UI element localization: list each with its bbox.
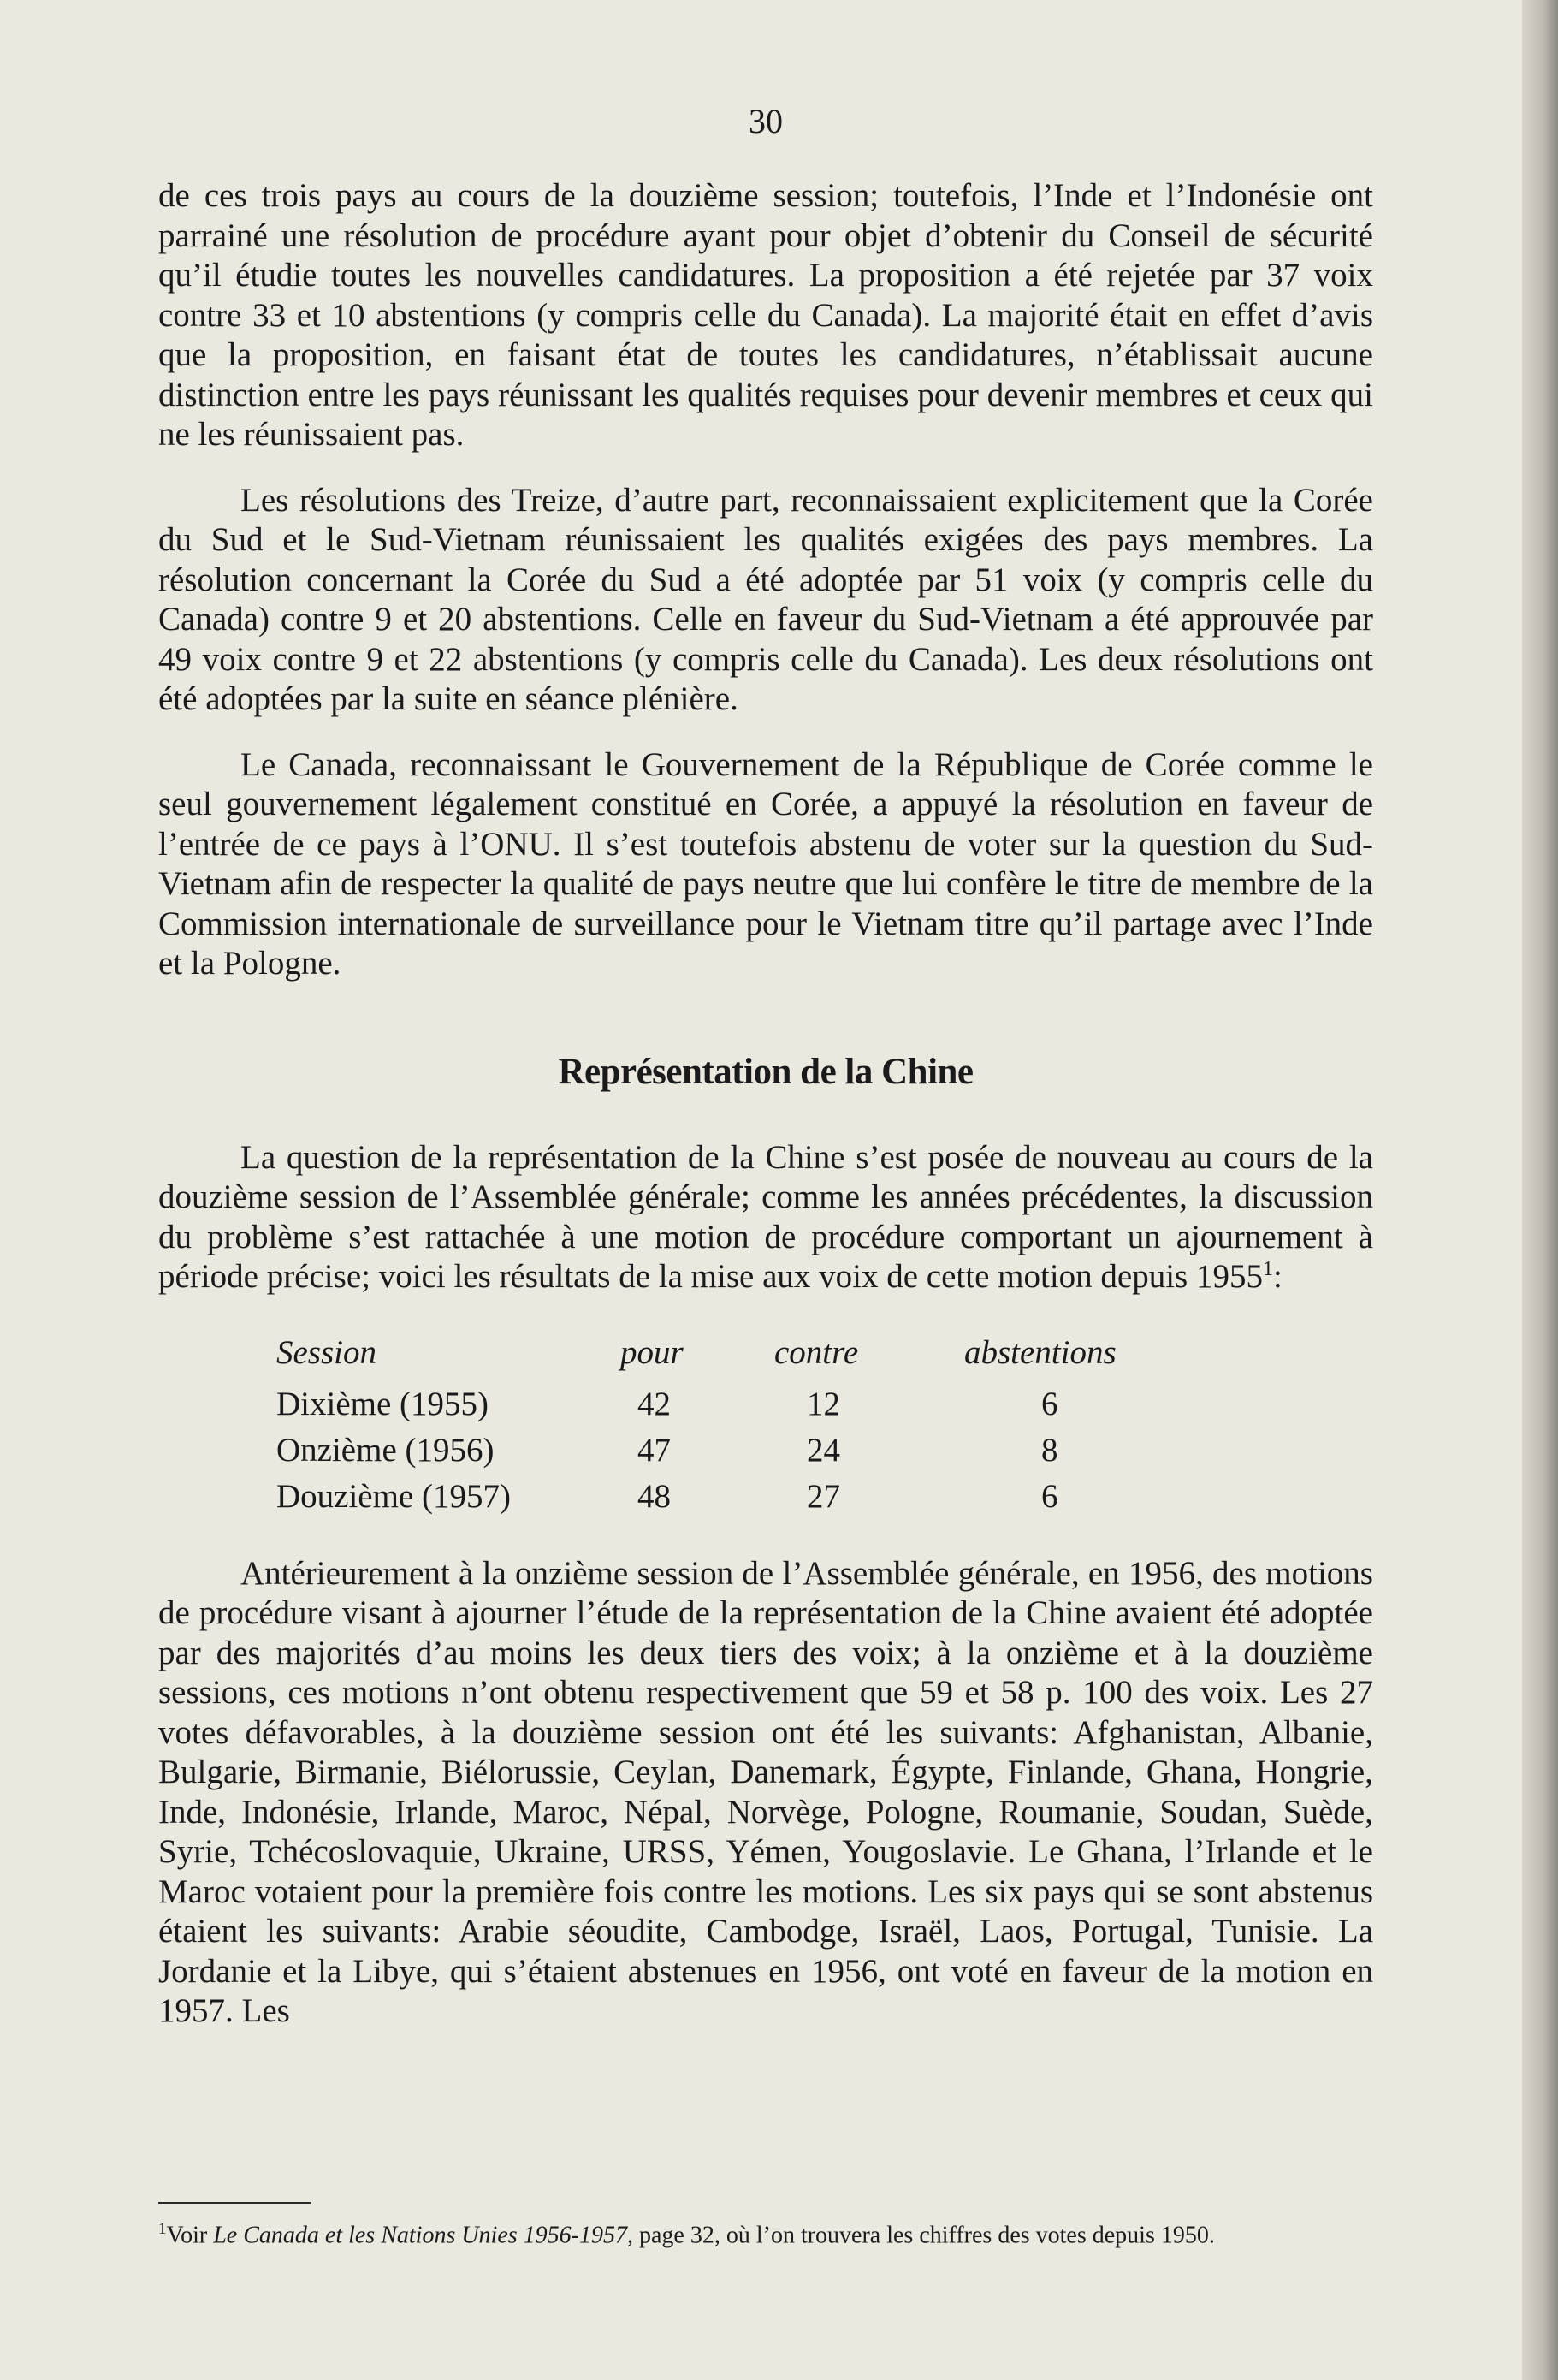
page-body bbox=[158, 176, 1373, 2032]
table-row bbox=[276, 1427, 1152, 1474]
cell-pour: 48 bbox=[637, 1477, 671, 1515]
cell-abstentions: 6 bbox=[1041, 1385, 1058, 1422]
paragraph-canada-coree: Le Canada, reconnaissant le Gouvernement de la République de Corée comme le seul gouvernement légalement constitué en Corée, a appuyé la résolution en faveur de l’entrée de ce pays à l’ONU. Il s’est toutefois abstenu de voter sur la question du Sud-Vietnam afin de respecter la qualité de pays neutre que lui confère le titre de membre de la Commission internationale de surveillance pour le Vietnam titre qu’il partage avec l’Inde et la Pologne. bbox=[158, 745, 1373, 982]
cell-session: Douzième (1957) bbox=[276, 1477, 511, 1515]
paragraph-intro-chine bbox=[158, 1138, 1373, 1297]
cell-session: Onzième (1956) bbox=[276, 1431, 495, 1469]
footnote-title: Le Canada et les Nations Unies 1956-1957 bbox=[213, 2222, 627, 2249]
paragraph-anterieurement: Antérieurement à la onzième session de l’Assemblée générale, en 1956, des motions de procédure visant à ajourner l’étude de la représentation de la Chine avaient été adoptée par des majorités d’au moins les deux tiers des voix; à la onzième et à la douzième sessions, ces motions n’ont obtenu respectivement que 59 et 58 p. 100 des voix. Les 27 votes défavorables, à la douzième session ont été les suivants: Afghanistan, Albanie, Bulgarie, Birmanie, Biélorussie, Ceylan, Danemark, Égypte, Finlande, Ghana, Hongrie, Inde, Indonésie, Irlande, Maroc, Népal, Norvège, Pologne, Roumanie, Soudan, Suède, Syrie, Tchécoslovaquie, Ukraine, URSS, Yémen, Yougoslavie. Le Ghana, l’Irlande et le Maroc votaient pour la première fois contre les motions. Les six pays qui se sont abstenus étaient les suivants: Arabie séoudite, Cambodge, Israël, Laos, Portugal, Tunisie. La Jordanie et la Libye, qui s’étaient abstenues en 1956, ont voté en faveur de la motion en 1957. Les bbox=[158, 1554, 1373, 2029]
paragraph-candidatures: de ces trois pays au cours de la douzième session; toutefois, l’Inde et l’Indonésie ont parrainé une résolution de procédure ayant pour objet d’obtenir du Conseil de sécurité qu’il étudie toutes les nouvelles candidatures. La proposition a été rejetée par 37 voix contre 33 et 10 abstentions (y compris celle du Canada). La majorité était en effet d’avis que la proposition, en faisant état de toutes les candidatures, n’établissait aucune distinction entre les pays réunissant les qualités requises pour devenir membres et ceux qui ne les réunissaient pas. bbox=[158, 177, 1373, 453]
header-pour: pour bbox=[620, 1333, 684, 1371]
cell-abstentions: 6 bbox=[1041, 1477, 1058, 1515]
paragraph-resolutions-treize: Les résolutions des Treize, d’autre part, reconnaissaient explicitement que la Corée du Sud et le Sud-Vietnam réunissaient les qualités exigées des pays membres. La résolution concernant la Corée du Sud a été adoptée par 51 voix (y compris celle du Canada) contre 9 et 20 abstentions. Celle en faveur du Sud-Vietnam a été approuvée par 49 voix contre 9 et 22 abstentions (y compris celle du Canada). Les deux résolutions ont été adoptées par la suite en séance plénière. bbox=[158, 481, 1373, 717]
intro-text: La question de la représentation de la Chine s’est posée de nouveau au cours de la douzième session de l’Assemblée générale; comme les années précédentes, la discussion du problème s’est rattachée à une motion de procédure comportant un ajournement à période précise; voici les résultats de la mise aux voix de cette motion depuis 1955 bbox=[158, 1138, 1373, 1295]
footnote-reference: 1 bbox=[1262, 1258, 1273, 1280]
cell-abstentions: 8 bbox=[1041, 1431, 1058, 1469]
page-number: 30 bbox=[749, 102, 783, 140]
header-contre: contre bbox=[774, 1333, 859, 1371]
footnote bbox=[158, 2215, 1373, 2250]
footnote-prefix: Voir bbox=[166, 2222, 214, 2249]
cell-pour: 47 bbox=[637, 1431, 671, 1469]
footnote-suffix: , page 32, où l’on trouvera les chiffres des votes depuis 1950. bbox=[626, 2222, 1215, 2249]
table-header-row bbox=[276, 1333, 1152, 1381]
footnote-divider bbox=[158, 2202, 311, 2204]
footnote-mark: 1 bbox=[158, 2220, 167, 2238]
cell-contre: 24 bbox=[807, 1431, 840, 1469]
page-edge-shadow bbox=[1522, 0, 1558, 2380]
table-row bbox=[276, 1381, 1152, 1427]
intro-tail: : bbox=[1272, 1258, 1283, 1295]
header-session: Session bbox=[276, 1333, 376, 1371]
section-heading: Représentation de la Chine bbox=[558, 1051, 974, 1092]
cell-contre: 12 bbox=[807, 1385, 840, 1422]
cell-pour: 42 bbox=[637, 1385, 671, 1422]
cell-contre: 27 bbox=[807, 1477, 840, 1515]
vote-results-table bbox=[276, 1333, 1152, 1520]
cell-session: Dixième (1955) bbox=[276, 1385, 489, 1422]
table-row bbox=[276, 1474, 1152, 1520]
header-abstentions: abstentions bbox=[964, 1333, 1117, 1371]
